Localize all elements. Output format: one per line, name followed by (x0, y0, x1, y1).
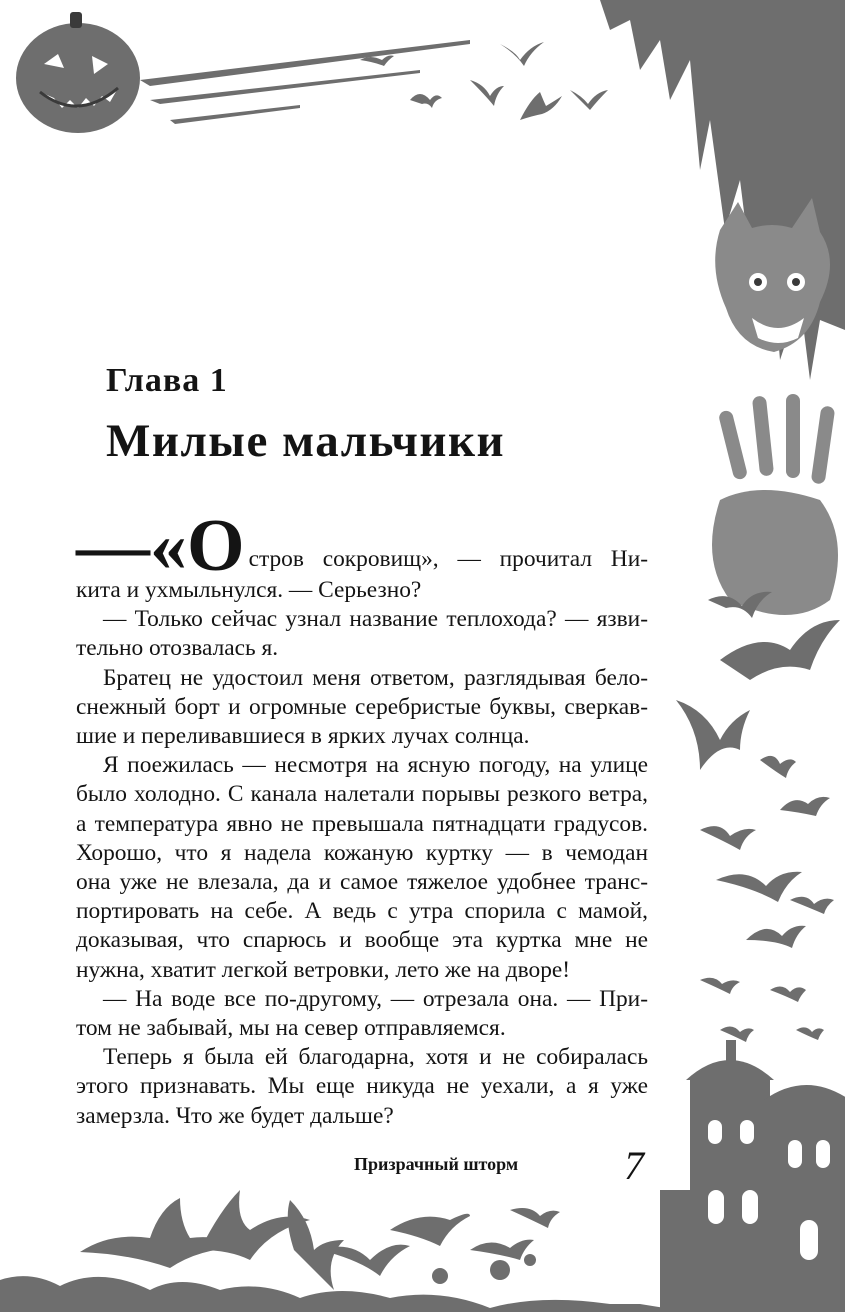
castle-icon (660, 1040, 845, 1312)
text-lines (76, 576, 648, 1131)
text-line: этого признавать. Мы еще никуда не уехали, а я уже (76, 1073, 648, 1100)
text-line: было холодно. С канала налетали порывы резкого ветра, (76, 781, 648, 808)
text-line: снежный борт и огромные серебристые буквы, сверкав- (76, 693, 648, 720)
text-line: — Только сейчас узнал название теплохода? — язви- (103, 606, 648, 633)
text-line: а температура явно не превышала пятнадцати градусов. (76, 810, 648, 837)
text-line: том не забывай, мы на север отправляемся. (76, 1015, 506, 1042)
text-line: замерзла. Что же будет дальше? (76, 1102, 394, 1129)
chapter-body-text (76, 505, 648, 1131)
chapter-title: Милые мальчики (106, 415, 506, 467)
text-line: портировать на себе. А ведь с утра спорила с мамой, (76, 898, 648, 925)
chapter-number: Глава 1 (106, 362, 228, 399)
text-line: шие и переливавшиеся в ярких лучах солнца. (76, 723, 530, 750)
text-line: кита и ухмыльнулся. — Серьезно? (76, 577, 422, 603)
text-line: она уже не влезала, да и самое тяжелое удобнее транс- (76, 869, 648, 896)
text-line: доказывая, что спарюсь и вообще эта куртка мне не (76, 927, 648, 954)
dropcap-line-text: стров сокровищ», — прочитал Ни- (248, 545, 648, 572)
hand-print-icon (712, 394, 838, 615)
page-number: 7 (624, 1143, 644, 1188)
dropcap-line (76, 505, 648, 587)
text-line: — На воде все по-другому, — отрезала она. — При- (103, 985, 648, 1012)
text-line: Теперь я была ей благодарна, хотя и не собиралась (103, 1044, 648, 1071)
running-footer-title: Призрачный шторм (354, 1154, 519, 1174)
text-line: Я поежилась — несмотря на ясную погоду, на улице (103, 752, 648, 779)
text-line: тельно отозвалась я. (76, 635, 279, 662)
text-line: Хорошо, что я надела кожаную куртку — в чемодан (76, 839, 648, 866)
drop-cap: —«О (76, 505, 245, 587)
text-line: нужна, хватит легкой ветровки, лето же на дворе! (76, 956, 571, 983)
jack-o-lantern-icon (16, 12, 140, 133)
text-line: Братец не удостоил меня ответом, разглядывая бело- (103, 664, 648, 691)
